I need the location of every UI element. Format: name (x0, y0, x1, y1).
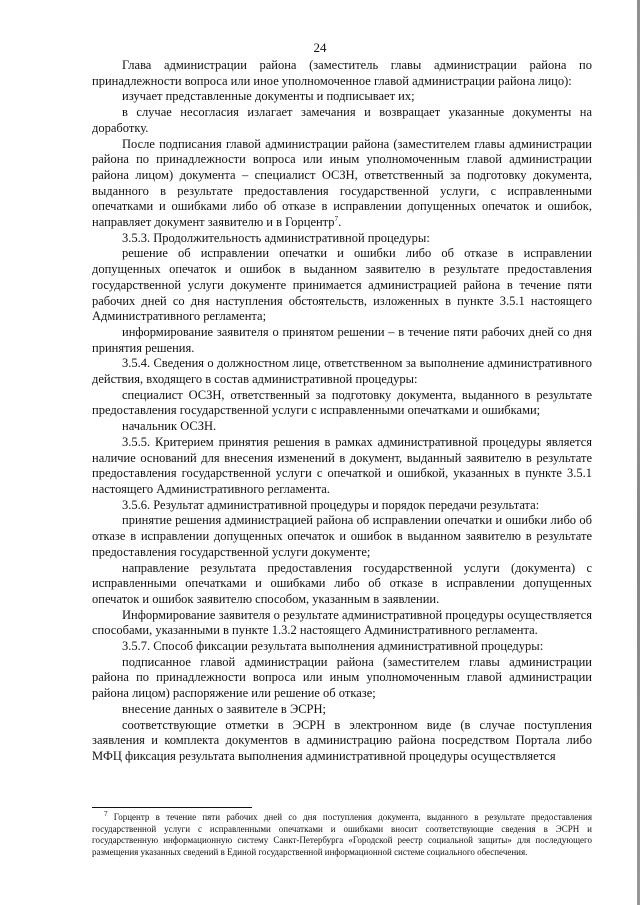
footnote (92, 812, 592, 858)
paragraph: решение об исправлении опечатки и ошибки либо об отказе в исправлении допущенных опечаток и ошибок в выданном заявителю в результате предоставления государственной услуги документе принимается администрацией района в течение пяти рабочих дней со дня наступления обстоятельств, изложенных в пункте 3.5.1 настоящего Административного регламента; (92, 246, 592, 324)
paragraph: 3.5.5. Критерием принятия решения в рамках административной процедуры является наличие оснований для внесения изменений в документ, выданный заявителю в результате предоставления государственной услуги с опечаткой и ошибкой, указанных в пункте 3.5.1 настоящего Административного регламента. (92, 434, 592, 496)
paragraph: внесение данных о заявителе в ЭСРН; (122, 701, 327, 716)
paragraph: подписанное главой администрации района (заместителем главы администрации района по принадлежности вопроса или иным уполномоченным главой администрации района лицом) распоряжение или решение об отказе; (92, 654, 592, 701)
paragraph: начальник ОСЗН. (122, 419, 217, 434)
paragraph: 3.5.3. Продолжительность административной процедуры: (122, 230, 430, 245)
paragraph: направление результата предоставления государственной услуги (документа) с исправленными опечатками и ошибками либо об отказе в исправлении допущенных опечаток и ошибок заявителю способом, указанным в заявлении. (92, 560, 592, 606)
paragraph: специалист ОСЗН, ответственный за подготовку документа, выданного в результате предоставления государственной услуги с исправленными опечатками и ошибками; (92, 387, 592, 418)
paragraph: Глава администрации района (заместитель главы администрации района по принадлежности вопроса или иное уполномоченное главой администрации района лицо): (92, 58, 592, 88)
paragraph: 3.5.7. Способ фиксации результата выполнения административной процедуры: (122, 639, 544, 654)
footnote-marker: 7 (104, 810, 108, 818)
footnote-reference: 7 (334, 214, 339, 223)
footnote-paragraph (92, 812, 592, 858)
document-body (92, 58, 592, 765)
paragraph: в случае несогласия излагает замечания и возвращает указанные документы на доработку. (92, 105, 592, 135)
paragraph: информирование заявителя о принятом решении – в течение пяти рабочих дней со дня принятия решения. (92, 324, 592, 355)
paragraph: 3.5.6. Результат административной процедуры и порядок передачи результата: (122, 497, 540, 512)
paragraph-text: После подписания главой администрации района (заместителем главы администрации района по принадлежности вопроса или иным уполномоченным главой администрации района лицом) документа – специалист ОСЗН, ответственный за подготовку документа, выданного в результате предоставления государственной услуги, с исправленными опечатками и ошибками либо об отказе в исправлении допущенных опечаток и ошибок, направляет документ заявителю и в Горцентр (92, 136, 592, 230)
paragraph: Информирование заявителя о результате административной процедуры осуществляется способами, указанными в пункте 1.3.2 настоящего Административного регламента. (92, 607, 592, 638)
paragraph-with-footnote: После подписания главой администрации района (заместителем главы администрации района по принадлежности вопроса или иным уполномоченным главой администрации района лицом) документа – специалист ОСЗН, ответственный за подготовку документа, выданного в результате предоставления государственной услуги, с исправленными опечатками и ошибками либо об отказе в исправлении допущенных опечаток и ошибок, направляет документ заявителю и в Горцентр$^7$. (92, 136, 592, 230)
footnote-divider (92, 807, 252, 808)
paragraph: изучает представленные документы и подписывает их; (122, 89, 415, 104)
page-number: 24 (313, 40, 327, 55)
paragraph: принятие решения администрацией района об исправлении опечатки и ошибки либо об отказе в исправлении допущенных опечаток и ошибок в выданном заявителю в результате предоставления государственной услуги документе; (92, 513, 592, 559)
footnote-text: Горцентр в течение пяти рабочих дней со дня поступления документа, выданного в результате предоставления государственной услуги с исправленными опечатками и ошибками вносит соответствующие сведения в ЭСРН и государственную информационную систему Санкт-Петербурга «Городской реестр социальной защиты» для последующего размещения указанных сведений в Единой государственной информационной системе социального обеспечения. (92, 812, 592, 857)
paragraph: 3.5.4. Сведения о должностном лице, ответственном за выполнение административного действия, входящего в состав административной процедуры: (92, 356, 592, 387)
paragraph: соответствующие отметки в ЭСРН в электронном виде (в случае поступления заявления и комплекта документов в администрацию района посредством Портала либо МФЦ фиксация результата выполнения административной процедуры осуществляется (92, 717, 592, 763)
